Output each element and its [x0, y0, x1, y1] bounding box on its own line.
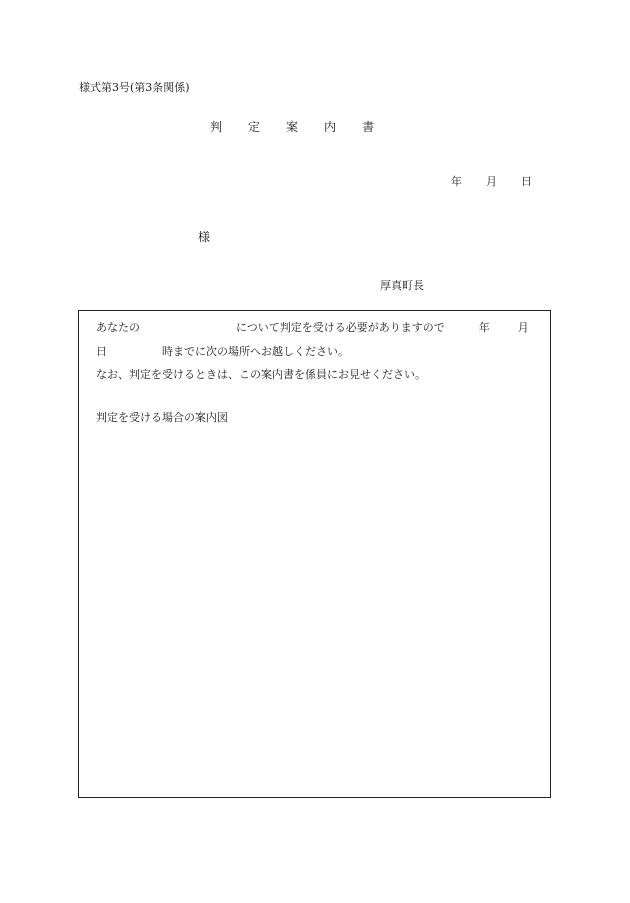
- date-day-label: 日: [521, 175, 532, 188]
- title-char: 内: [324, 120, 337, 134]
- notice-prefix: あなたの: [96, 321, 140, 334]
- notice-middle: について判定を受ける必要がありますので: [236, 321, 445, 334]
- notice-time-text: 時までに次の場所へお越しください。: [162, 345, 349, 358]
- notice-line-3: なお、判定を受けるときは、この案内書を係員にお見せください。: [96, 368, 426, 381]
- title-char: 判: [210, 120, 223, 134]
- issuer-name: 厚真町長: [380, 279, 424, 292]
- document-title: [210, 121, 374, 133]
- addressee-suffix: 様: [198, 230, 211, 244]
- date-year-label: 年: [451, 175, 462, 188]
- notice-day-label: 日: [96, 345, 107, 358]
- notice-month-label: 月: [517, 321, 529, 334]
- notice-year-label: 年: [478, 321, 490, 334]
- title-char: 定: [248, 120, 261, 134]
- map-label: 判定を受ける場合の案内図: [96, 411, 228, 424]
- date-month-label: 月: [486, 175, 497, 188]
- notice-line-1: [96, 322, 529, 333]
- notice-line-2: [96, 346, 349, 357]
- title-char: 書: [362, 120, 375, 134]
- notice-box: [78, 310, 551, 798]
- form-number: 様式第3号(第3条関係): [79, 81, 190, 94]
- date-line: [451, 176, 532, 187]
- title-char: 案: [286, 120, 299, 134]
